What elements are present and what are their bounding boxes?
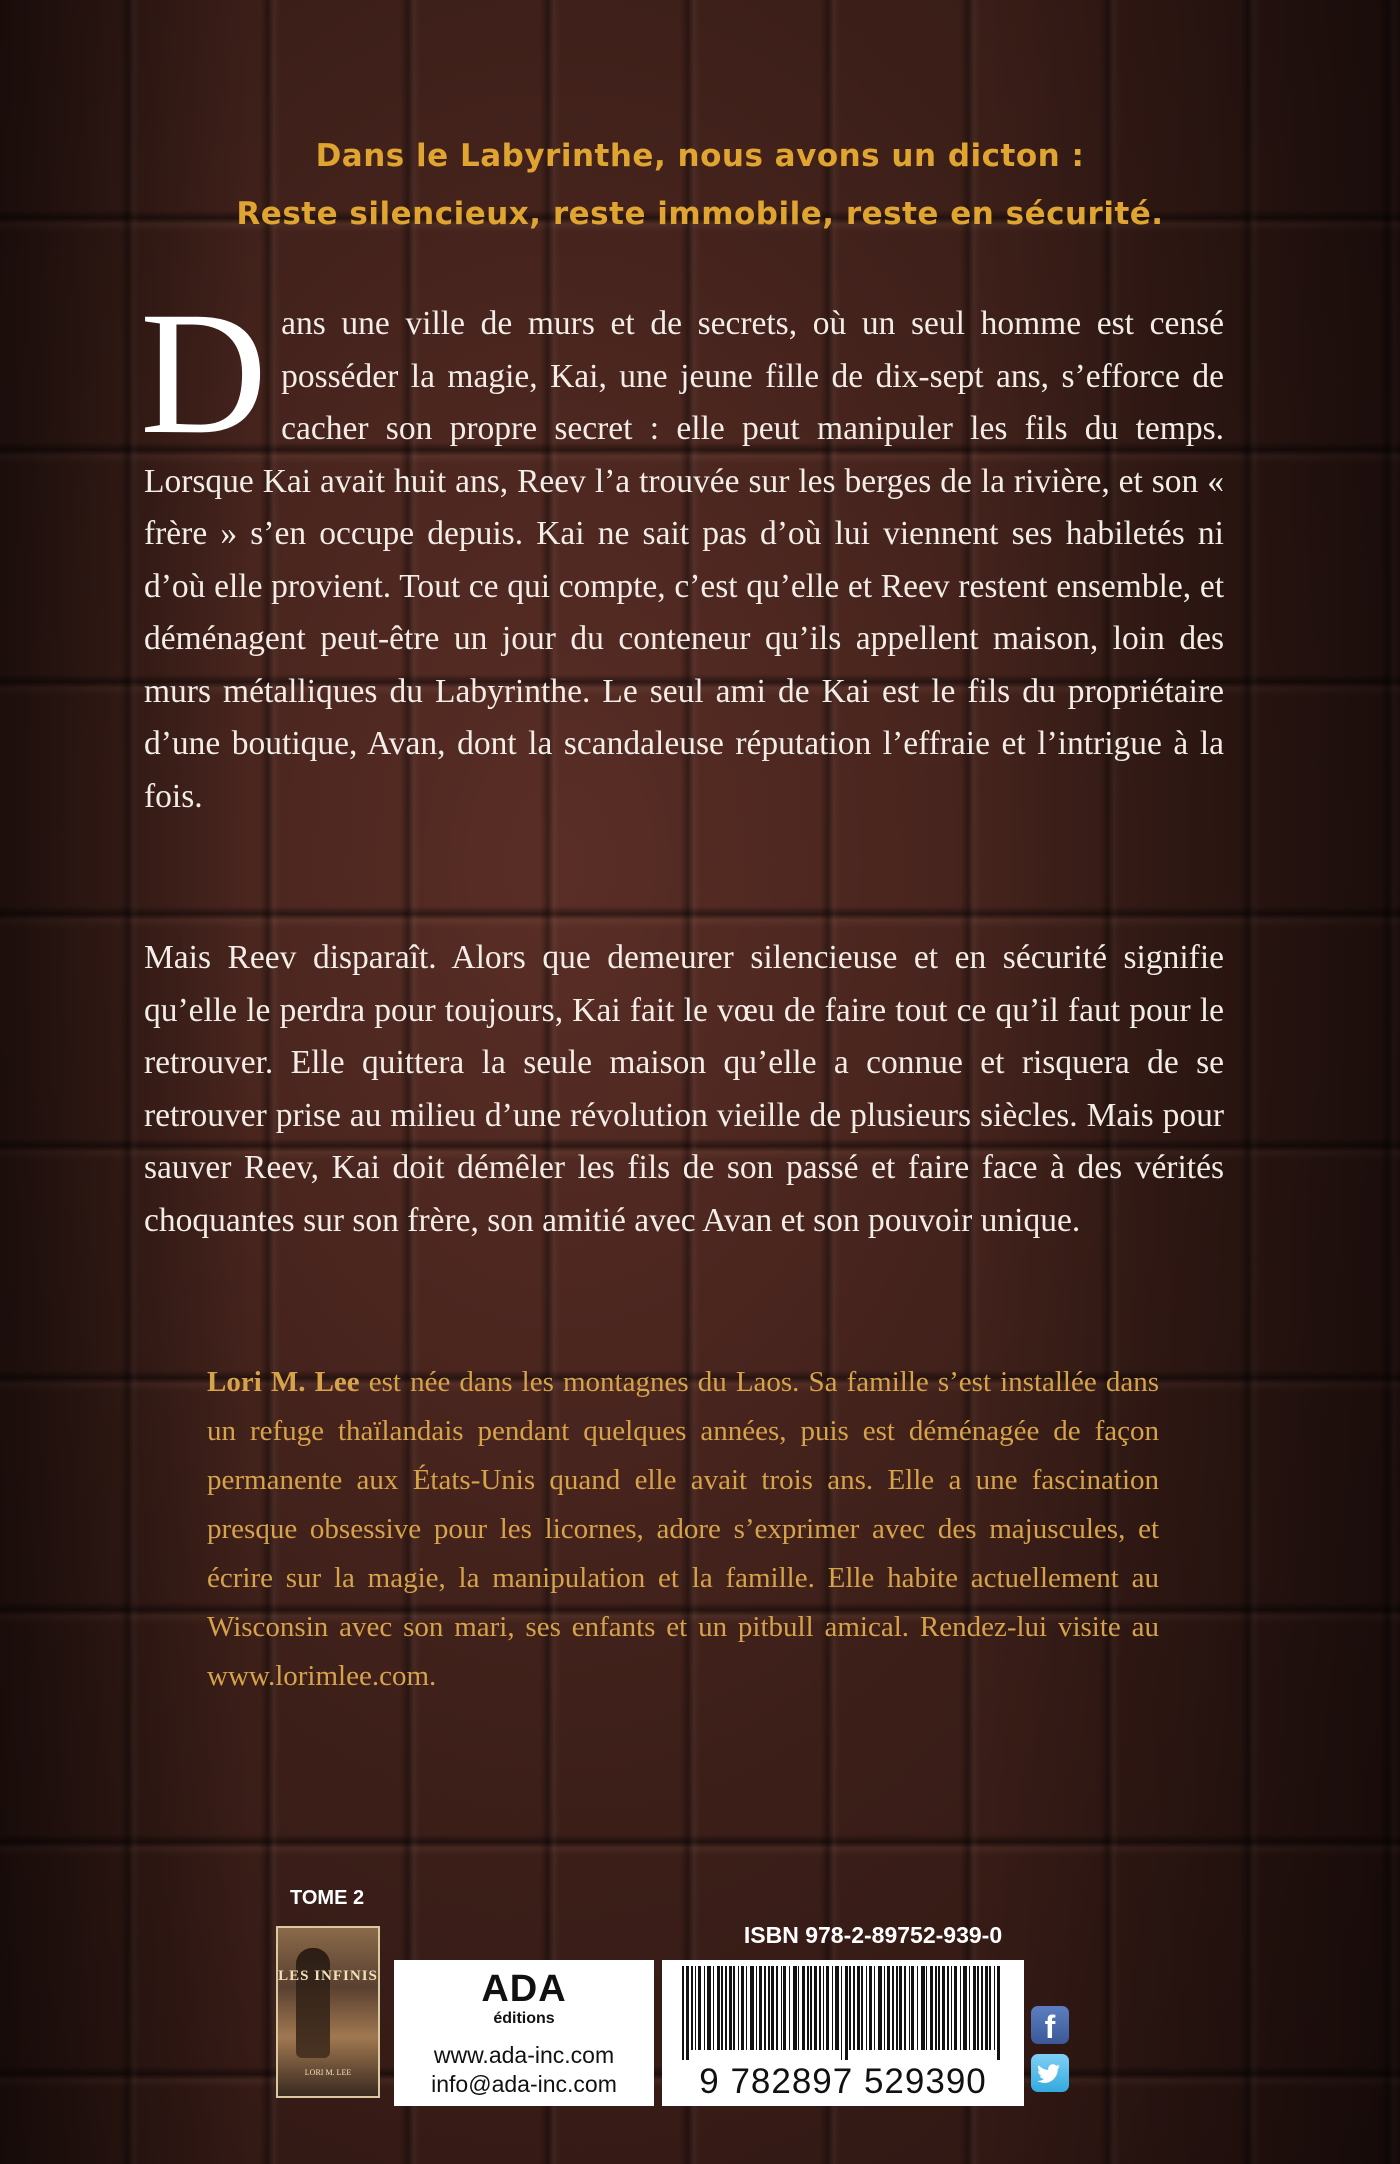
thumbnail-author: LORI M. LEE bbox=[304, 2068, 352, 2077]
synopsis-paragraph-1 bbox=[140, 276, 1224, 823]
publisher-website[interactable]: www.ada-inc.com bbox=[433, 2042, 615, 2068]
publisher-logo: ADA bbox=[481, 1968, 567, 2010]
tagline-line-1: Dans le Labyrinthe, nous avons un dicton : bbox=[315, 138, 1085, 174]
barcode-block bbox=[662, 1960, 1024, 2106]
drop-cap: D bbox=[140, 276, 268, 471]
tagline-line-2: Reste silencieux, reste immobile, reste en sécurité. bbox=[236, 196, 1164, 232]
synopsis-paragraph-2: Mais Reev disparaît. Alors que demeurer silencieuse et en sécurité signifie qu’elle le perdra pour toujours, Kai fait le vœu de faire tout ce qu’il faut pour le retrouver. Elle quittera la seule maison qu’elle a connue et risquera de se retrouver prise au milieu d’une révolution vieille de plusieurs siècles. Mais pour sauver Reev, Kai doit démêler les fils de son passé et faire face à des vérités choquantes sur son frère, son amitié avec Avan et son pouvoir unique. bbox=[144, 939, 1224, 1239]
barcode-digits: 9 782897 529390 bbox=[699, 2062, 987, 2101]
previous-book-thumbnail bbox=[276, 1926, 380, 2098]
twitter-bird-icon bbox=[1031, 2054, 1069, 2092]
tome-label: TOME 2 bbox=[290, 1887, 365, 1909]
author-name: Lori M. Lee bbox=[207, 1366, 360, 1398]
publisher-email[interactable]: info@ada-inc.com bbox=[431, 2071, 617, 2097]
publisher-block bbox=[394, 1960, 654, 2106]
publisher-logo-subtitle: éditions bbox=[493, 2010, 555, 2027]
barcode-icon bbox=[682, 1966, 1004, 2060]
author-bio-text: est née dans les montagnes du Laos. Sa famille s’est installée dans un refuge thaïlandais pendant quelques années, puis est déménagée de façon permanente aux États-Unis quand elle avait trois ans. Elle a une fascination presque obsessive pour les licornes, adore s’exprimer avec des majuscules, et écrire sur la magie, la manipulation et la famille. Elle habite actuellement au Wisconsin avec son mari, ses enfants et un pitbull amical. Rendez-lui visite au www.lorimlee.com. bbox=[207, 1366, 1159, 1692]
author-bio bbox=[207, 1358, 1159, 1701]
thumbnail-series-title: LES INFINIS bbox=[278, 1968, 378, 1984]
facebook-icon[interactable]: f bbox=[1031, 2006, 1069, 2044]
isbn-label: ISBN 978-2-89752-939-0 bbox=[743, 1922, 1003, 1948]
synopsis-paragraph-1-text: ans une ville de murs et de secrets, où un seul homme est censé posséder la magie, Kai, une jeune fille de dix-sept ans, s’efforce de cacher son propre secret : elle peut manipuler les fils du temps. Lorsque Kai avait huit ans, Reev l’a trouvée sur les berges de la rivière, et son « frère » s’en occupe depuis. Kai ne sait pas d’où lui viennent ses habiletés ni d’où elle provient. Tout ce qui compte, c’est qu’elle et Reev restent ensemble, et déménagent peut-être un jour du conteneur qu’ils appellent maison, loin des murs métalliques du Labyrinthe. Le seul ami de Kai est le fils du propriétaire d’une boutique, Avan, dont la scandaleuse réputation l’effraie et l’intrigue à la fois. bbox=[144, 305, 1224, 815]
thumbnail-figure bbox=[296, 1948, 330, 2058]
twitter-icon[interactable] bbox=[1031, 2054, 1069, 2092]
